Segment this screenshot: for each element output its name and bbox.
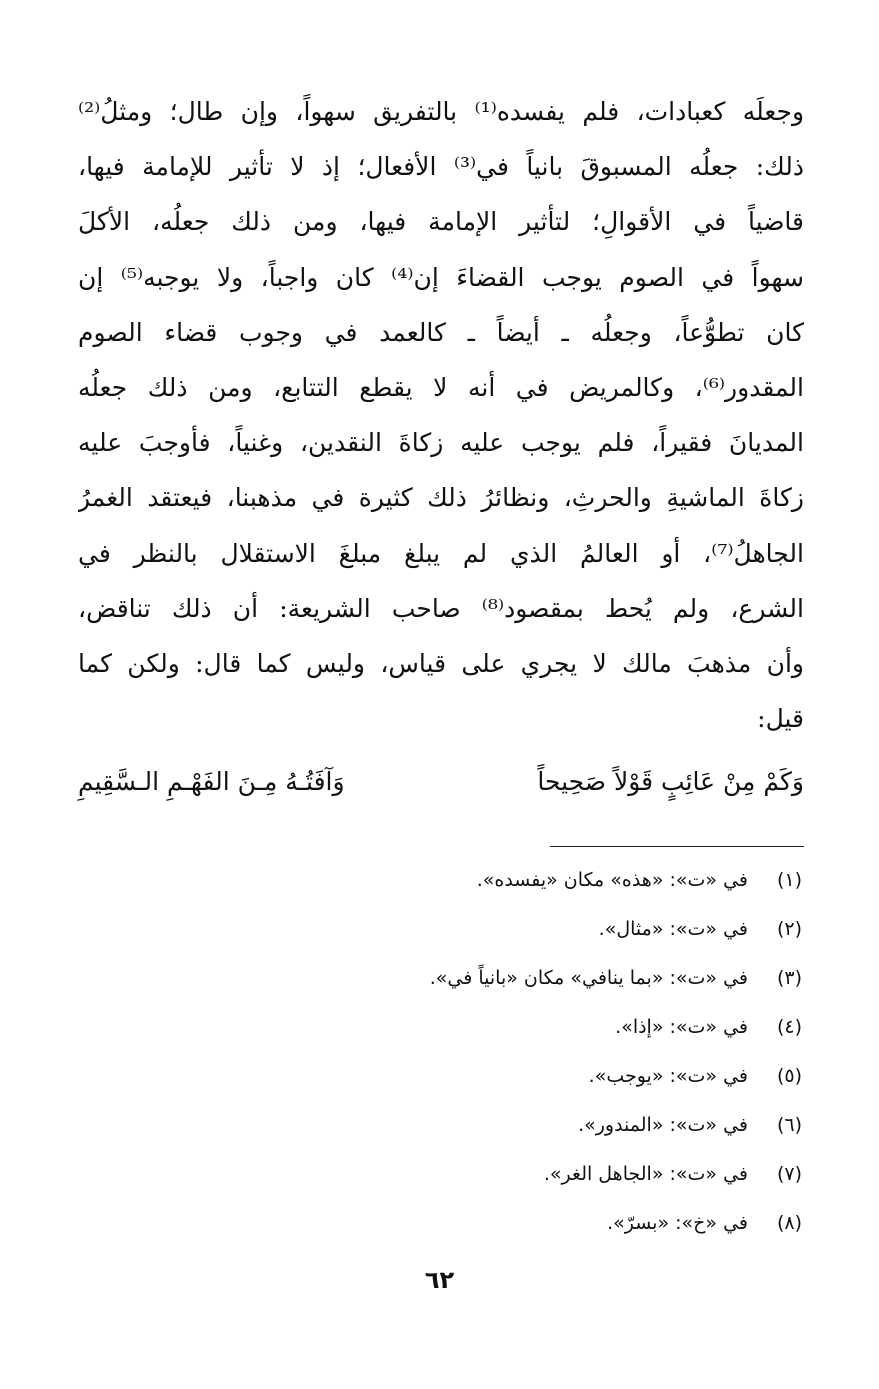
footnote-item [78, 1052, 802, 1101]
text-line: زكاةَ الماشيةِ والحرثِ، ونظائرُ ذلك كثيرة في مذهبنا، فيعتقد الغمرُ [78, 483, 804, 513]
footnote-number: (٣) [776, 967, 802, 989]
footnote-item [78, 954, 802, 1003]
footnote-text: في «ت»: «هذه» مكان «يفسده». [476, 869, 748, 891]
text-line: ذلك: جعلُه المسبوقَ بانياً في⁽³⁾ الأفعال؛ إذ لا تأثير للإمامة فيها، [78, 152, 804, 182]
text-line: الجاهلُ⁽⁷⁾، أو العالمُ الذي لم يبلغ مبلغَ الاستقلال بالنظر في [78, 538, 804, 568]
footnote-number: (٢) [776, 918, 802, 940]
text-line: كان تطوُّعاً، وجعلُه ـ أيضاً ـ كالعمد في وجوب قضاء الصوم [78, 317, 804, 347]
text-line: الشرع، ولم يُحط بمقصود⁽⁸⁾ صاحب الشريعة: أن ذلك تناقض، [78, 593, 804, 623]
footnote-text: في «ت»: «يوجب». [588, 1065, 748, 1087]
footnote-item [78, 856, 802, 905]
text-line: المديانَ فقيراً، فلم يوجب عليه زكاةَ النقدين، وغنياً، فأوجبَ عليه [78, 428, 804, 458]
footnote-text: في «ت»: «الجاهل الغر». [543, 1163, 748, 1185]
footnote-number: (٦) [776, 1114, 802, 1136]
footnote-number: (٥) [776, 1065, 802, 1087]
text-line: سهواً في الصوم يوجب القضاءَ إن⁽⁴⁾ كان واجباً، ولا يوجبه⁽⁵⁾ إن [78, 262, 804, 292]
footnote-number: (٨) [776, 1212, 802, 1234]
verse-first-hemistich: وَكَمْ مِنْ عَائِبٍ قَوْلاً صَحِيحاً [537, 767, 804, 796]
footnote-text: في «ت»: «مثال». [598, 918, 748, 940]
footnote-item [78, 905, 802, 954]
footnote-number: (٤) [776, 1016, 802, 1038]
footnote-item [78, 1003, 802, 1052]
footnote-text: في «ت»: «المندور». [578, 1114, 748, 1136]
footnote-text: في «ت»: «بما ينافي» مكان «بانياً في». [429, 967, 748, 989]
footnote-item [78, 1101, 802, 1150]
footnote-text: في «ت»: «إذا». [615, 1016, 748, 1038]
page-number: ٦٢ [424, 1266, 455, 1294]
text-line: قيل: [757, 704, 804, 734]
footnote-item [78, 1150, 802, 1199]
poetry-verse [78, 752, 804, 812]
text-line: وجعلَه كعبادات، فلم يفسده⁽¹⁾ بالتفريق سهواً، وإن طال؛ ومثلُ⁽²⁾ [78, 97, 804, 126]
footnote-item [78, 1199, 802, 1248]
footnote-separator [550, 846, 804, 847]
text-line: المقدور⁽⁶⁾، وكالمريض في أنه لا يقطع التتابع، ومن ذلك جعلُه [78, 372, 804, 402]
text-line: وأن مذهبَ مالك لا يجري على قياس، وليس كما قال: ولكن كما [78, 648, 804, 678]
text-line: قاضياً في الأقوالِ؛ لتأثير الإمامة فيها، ومن ذلك جعلُه، الأكلَ [78, 207, 804, 237]
footnote-number: (١) [776, 869, 802, 891]
main-text [78, 84, 804, 746]
verse-second-hemistich: وَآفَتُـهُ مِـنَ الفَهْـمِ الـسَّقِيمِ [78, 767, 345, 796]
footnote-number: (٧) [776, 1163, 802, 1185]
footnote-text: في «خ»: «بسرّ». [607, 1212, 748, 1234]
footnotes [78, 856, 802, 1248]
